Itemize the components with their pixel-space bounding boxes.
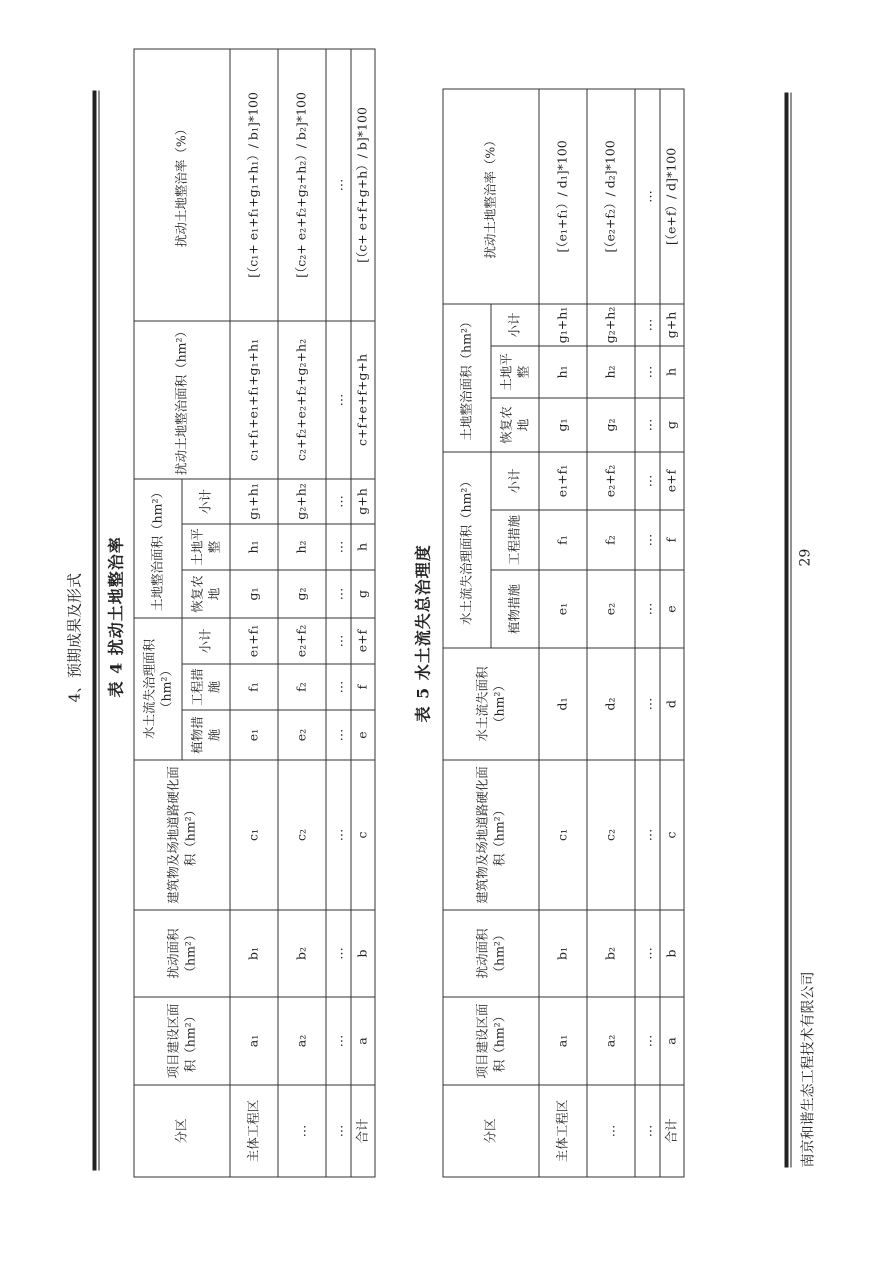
table5-cell: h₂ [587,346,635,398]
table5-h-plant: 植物措施 [491,570,539,648]
table4-h-rate: 扰动土地整治率（%） [134,49,230,321]
table5-cell: e₂ [587,570,635,648]
table5-cell: g+h [660,304,684,346]
table5-h-rate: 扰动土地整治率（%） [443,89,539,304]
table-row [587,89,635,1177]
table5-h-disturbed: 扰动面积（hm²） [443,910,539,997]
table4-h-area: 项目建设区面积（hm²） [134,997,230,1085]
table4-cell: h [351,524,375,570]
table4-cell: 主体工程区 [230,1085,278,1177]
table5-cell: … [635,452,660,510]
table5-cell: … [635,304,660,346]
table4-cell: … [326,1085,351,1177]
table5-cell: b₁ [539,910,587,997]
table5-cell: f₁ [539,510,587,570]
table-row [635,89,660,1177]
table5-cell: e₂+f₂ [587,452,635,510]
table5 [442,88,684,1177]
table-row [230,49,278,1177]
table5-cell: c₁ [539,760,587,910]
table4-cell: [（c₂+ e₂+f₂+g₂+h₂）/ b₂]*100 [278,49,326,321]
table5-cell: … [587,1085,635,1177]
table5-cell: f₂ [587,510,635,570]
table5-cell: e₁+f₁ [539,452,587,510]
table4-h-zone: 分区 [134,1085,230,1177]
table5-cell: g₂ [587,398,635,452]
table5-cell: b₂ [587,910,635,997]
table4-cell: f₁ [230,664,278,710]
header-rule-thin [98,91,99,1171]
table5-cell: … [635,648,660,760]
table4-cell: a [351,997,375,1085]
table5-cell: e [660,570,684,648]
table5-cell: h₁ [539,346,587,398]
table5-cell: h [660,346,684,398]
table4-cell: e+f [351,618,375,664]
table4-cell: e₂ [278,710,326,760]
table5-h-level: 土地平整 [491,346,539,398]
table4-cell: … [326,524,351,570]
table4-h-total-area: 扰动土地整治面积（hm²） [134,321,230,479]
table4-cell: b₂ [278,910,326,997]
table4-cell: e [351,710,375,760]
table4-h-plant: 植物措施 [182,710,230,760]
table5-cell: … [635,346,660,398]
table5-cell: e₁ [539,570,587,648]
table4-cell: … [326,618,351,664]
table4-cell: b₁ [230,910,278,997]
table5-cell: b [660,910,684,997]
table5-cell: c₂ [587,760,635,910]
table5-h-loss-area: 水土流失面积（hm²） [443,648,539,760]
table5-cell: [（e+f）/ d]*100 [660,89,684,304]
table4-cell: c₁ [230,760,278,910]
table4-caption: 表 4 扰动土地整治率 [106,536,125,698]
table5-caption: 表 5 水土流失总治理度 [413,544,432,723]
table-row [660,89,684,1177]
table5-cell: … [635,1085,660,1177]
table5-cell: … [635,910,660,997]
table4-cell: … [326,910,351,997]
table5-h-sub1: 小计 [491,452,539,510]
table4-cell: e₁ [230,710,278,760]
table5-cell: … [635,89,660,304]
table4-h-sub1: 小计 [182,618,230,664]
table4-cell: c [351,760,375,910]
table4-cell: c+f+e+f+g+h [351,321,375,479]
table4-h-eng: 工程措施 [182,664,230,710]
table5-cell: e+f [660,452,684,510]
table4-cell: g₁ [230,570,278,618]
table5-cell: 合计 [660,1085,684,1177]
table4-h-land: 土地整治面积（hm²） [134,479,182,618]
table5-h-hardened: 建筑物及场地道路硬化面积（hm²） [443,760,539,910]
table4-cell: h₂ [278,524,326,570]
table4-cell: c₂ [278,760,326,910]
table4-h-hardened: 建筑物及场地道路硬化面积（hm²） [134,760,230,910]
table4-cell: [（c₁+ e₁+f₁+g₁+h₁）/ b₁]*100 [230,49,278,321]
table4-cell: … [326,997,351,1085]
table5-cell: f [660,510,684,570]
table4-h-disturbed: 扰动面积（hm²） [134,910,230,997]
table4-cell: … [278,1085,326,1177]
section-title: 4、预期成果及形式 [65,572,83,703]
table5-cell: g₁ [539,398,587,452]
table4-cell: c₂+f₂+e₂+f₂+g₂+h₂ [278,321,326,479]
table4-cell: … [326,479,351,524]
table5-cell: g [660,398,684,452]
table4-cell: c₁+f₁+e₁+f₁+g₁+h₁ [230,321,278,479]
table5-cell: a [660,997,684,1085]
table-row [278,49,326,1177]
footer-rule [784,93,788,1168]
table5-cell: [（e₂+f₂）/ d₂]*100 [587,89,635,304]
table4-cell: … [326,760,351,910]
table5-cell: [（e₁+f₁）/ d₁]*100 [539,89,587,304]
table5-cell: d₁ [539,648,587,760]
table4-cell: f₂ [278,664,326,710]
table5-cell: d [660,648,684,760]
table-row [326,49,351,1177]
table5-h-zone: 分区 [443,1085,539,1177]
table5-h-area: 项目建设区面积（hm²） [443,997,539,1085]
table5-cell: c [660,760,684,910]
table4-cell: g₁+h₁ [230,479,278,524]
table4-cell: … [326,49,351,321]
header-rule [92,91,96,1171]
table4-h-farm: 恢复农地 [182,570,230,618]
table5-cell: 主体工程区 [539,1085,587,1177]
footer-company: 南京和谐生态工程技术有限公司 [800,971,816,1168]
table4-cell: g₂ [278,570,326,618]
table4-h-sub2: 小计 [182,479,230,524]
table5-cell: d₂ [587,648,635,760]
table5-cell: … [635,997,660,1085]
table5-h-farm: 恢复农地 [491,398,539,452]
table4 [133,48,375,1177]
page-number: 29 [797,548,813,567]
table5-cell: a₁ [539,997,587,1085]
table4-cell: … [326,321,351,479]
table5-cell: g₂+h₂ [587,304,635,346]
table4-cell: b [351,910,375,997]
table5-cell: a₂ [587,997,635,1085]
table4-cell: g [351,570,375,618]
table4-cell: … [326,664,351,710]
table5-h-sub2: 小计 [491,304,539,346]
table5-cell: … [635,510,660,570]
table-row [351,49,375,1177]
table4-h-level: 土地平整 [182,524,230,570]
footer-rule-thin [790,93,791,1168]
table4-cell: 合计 [351,1085,375,1177]
table4-cell: … [326,710,351,760]
table-row [539,89,587,1177]
table4-cell: h₁ [230,524,278,570]
table5-cell: … [635,570,660,648]
table5-cell: … [635,760,660,910]
table4-cell: f [351,664,375,710]
table4-h-soil-loss: 水土流失治理面积（hm²） [134,618,182,760]
table4-cell: e₂+f₂ [278,618,326,664]
table4-cell: g+h [351,479,375,524]
table4-cell: a₁ [230,997,278,1085]
table4-cell: e₁+f₁ [230,618,278,664]
table4-cell: [（c+ e+f+g+h）/ b]*100 [351,49,375,321]
table4-cell: a₂ [278,997,326,1085]
table4-cell: … [326,570,351,618]
table5-h-land: 土地整治面积（hm²） [443,304,491,452]
table4-cell: g₂+h₂ [278,479,326,524]
table5-h-soil-loss: 水土流失治理面积（hm²） [443,452,491,648]
table5-cell: … [635,398,660,452]
table5-cell: g₁+h₁ [539,304,587,346]
table5-h-eng: 工程措施 [491,510,539,570]
